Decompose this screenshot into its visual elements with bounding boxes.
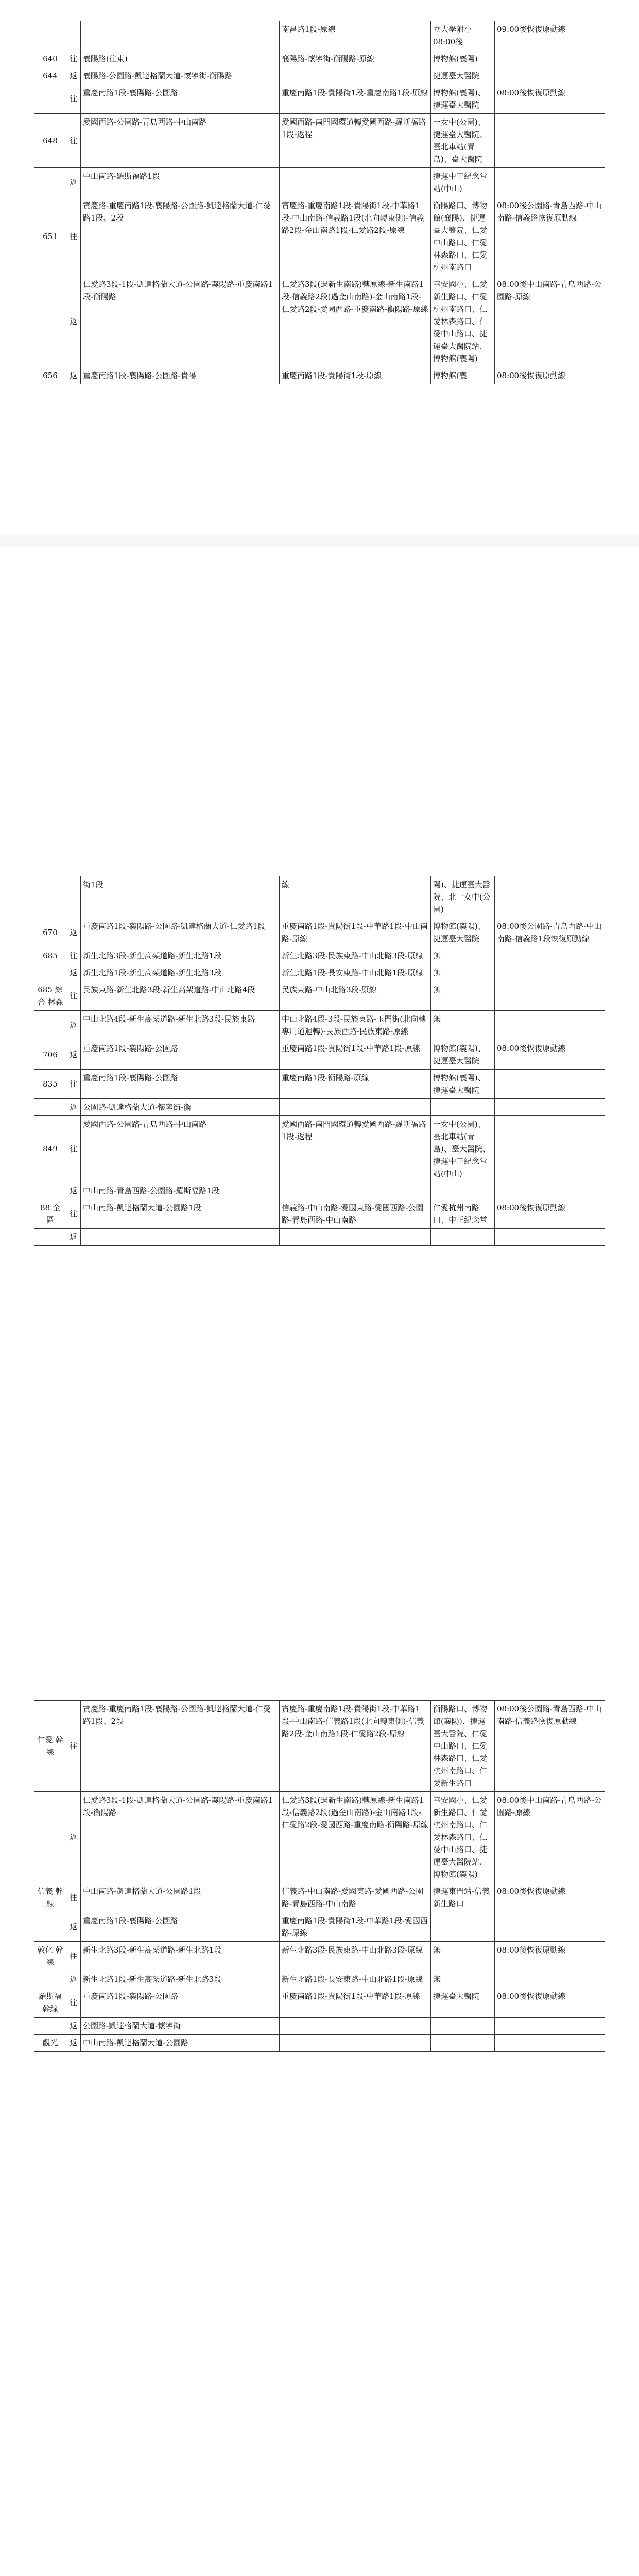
route-cell: 835 <box>34 1070 66 1099</box>
route-cell: 685 <box>34 947 66 964</box>
route-cell: 656 <box>34 367 66 384</box>
original-route-cell: 中山南路-羅斯福路1段 <box>81 168 280 197</box>
route-cell: 706 <box>34 1040 66 1070</box>
reroute-cell: 線 <box>280 876 431 918</box>
route-cell: 670 <box>34 918 66 947</box>
cancelled-stop-cell: 衡陽路口、博物館(襄陽)、捷運臺大醫院、仁愛中山路口、仁愛林森路口、仁愛杭州南路口、仁愛新生路口 <box>431 1701 495 1792</box>
reroute-cell: 重慶南路1段-貴陽街1段-重慶南路1段-原線 <box>280 84 431 114</box>
reroute-cell: 襄陽路-懷寧街-衡陽路-原線 <box>280 50 431 67</box>
cancelled-stop-cell <box>431 2018 495 2035</box>
cancelled-stop-cell: 博物館(襄陽)、捷運臺大醫院 <box>431 918 495 947</box>
remark-cell: 08:00後公園路-青島西路-中山南路-信義路恢復原動線 <box>495 1701 605 1792</box>
direction-cell: 往 <box>66 50 81 67</box>
reroute-cell: 重慶南路1段-貴陽街1段-原線 <box>280 367 431 384</box>
page-1 <box>0 15 639 531</box>
original-route-cell: 中山南路-凱達格蘭大道-公園路1段 <box>81 1883 280 1912</box>
remark-cell: 09:00後恢復原動線 <box>495 21 605 50</box>
cancelled-stop-cell: 捷運東門站-信義新生路口 <box>431 1883 495 1912</box>
reroute-cell: 南昌路1段-原線 <box>280 21 431 50</box>
reroute-cell: 重慶南路1段-貴陽街1段-中華路1段-原線 <box>280 1988 431 2018</box>
remark-cell <box>495 964 605 981</box>
remark-cell <box>495 981 605 1011</box>
table-row <box>34 197 605 276</box>
cancelled-stop-cell <box>431 1229 495 1246</box>
direction-cell: 往 <box>66 1701 81 1792</box>
reroute-cell: 寶慶路-重慶南路1段-貴陽街1段-中華路1段-中山南路-信義路1段(北向轉東側)-信義路2段-金山南路1段-仁愛路2段-原線 <box>280 197 431 276</box>
page2-table <box>34 876 605 1246</box>
remark-cell <box>495 50 605 67</box>
original-route-cell: 新生北路3段-新生高架道路-新生北路1段 <box>81 1942 280 1971</box>
remark-cell <box>495 1116 605 1182</box>
reroute-cell: 愛國西路-南門國環道轉愛國西路-羅斯福路1段-返程 <box>280 1116 431 1182</box>
original-route-cell: 重慶南路1段-襄陽路-公園路-凱達格蘭大道-仁愛路1段 <box>81 918 280 947</box>
table-row <box>34 1116 605 1182</box>
route-cell <box>34 1182 66 1199</box>
original-route-cell: 街1段 <box>81 876 280 918</box>
original-route-cell: 新生北路1段-新生高架道路-新生北路3段 <box>81 964 280 981</box>
page-separator <box>0 534 639 547</box>
remark-cell <box>495 1971 605 1988</box>
page-3 <box>0 1700 639 2576</box>
page-2 <box>0 876 639 1649</box>
remark-cell <box>495 947 605 964</box>
cancelled-stop-cell <box>431 2035 495 2052</box>
reroute-cell: 信義路-中山南路-愛國東路-愛國西路-公園路-青島西路-中山南路 <box>280 1199 431 1229</box>
table-row <box>34 1199 605 1229</box>
original-route-cell: 愛國西路-公園路-青島西路-中山南路 <box>81 1116 280 1182</box>
remark-cell <box>495 2035 605 2052</box>
reroute-cell: 重慶南路1段-貴陽街1段-中華路1段-愛國西路-原線 <box>280 1912 431 1942</box>
original-route-cell: 重慶南路1段-襄陽路-公園路 <box>81 84 280 114</box>
original-route-cell: 中山南路-凱達格蘭大道-公園路1段 <box>81 1199 280 1229</box>
direction-cell: 返 <box>66 964 81 981</box>
direction-cell: 往 <box>66 981 81 1011</box>
route-cell: 651 <box>34 197 66 276</box>
direction-cell: 往 <box>66 1070 81 1099</box>
direction-cell: 返 <box>66 1011 81 1040</box>
cancelled-stop-cell: 一女中(公園)、捷運臺大醫院、臺北車站(青島)、臺大醫院 <box>431 114 495 168</box>
remark-cell: 08:00後恢復原動線 <box>495 84 605 114</box>
reroute-cell: 民族東路-中山北路3段-原線 <box>280 981 431 1011</box>
table-row <box>34 21 605 50</box>
reroute-cell: 新生北路1段-長安東路-中山北路1段-原線 <box>280 1971 431 1988</box>
table-row <box>34 1912 605 1942</box>
cancelled-stop-cell: 無 <box>431 1971 495 1988</box>
table-row <box>34 67 605 84</box>
route-cell <box>34 1229 66 1246</box>
page3-table <box>34 1700 605 2052</box>
reroute-cell: 寶慶路-重慶南路1段-貴陽街1段-中華路1段-中山南路-信義路1段(北向轉東側)-信義路2段-金山南路1段-仁愛路2段-原線 <box>280 1701 431 1792</box>
table-row <box>34 981 605 1011</box>
cancelled-stop-cell <box>431 1182 495 1199</box>
direction-cell: 返 <box>66 2035 81 2052</box>
route-cell: 849 <box>34 1116 66 1182</box>
cancelled-stop-cell: 仁愛杭州南路口、中正紀念堂 <box>431 1199 495 1229</box>
route-cell <box>34 1011 66 1040</box>
cancelled-stop-cell: 博物館(襄陽) <box>431 50 495 67</box>
original-route-cell: 愛國西路-公園路-青島西路-中山南路 <box>81 114 280 168</box>
remark-cell: 08:00後恢復原動線 <box>495 1883 605 1912</box>
original-route-cell: 重慶南路1段-襄陽路-公園路 <box>81 1070 280 1099</box>
original-route-cell: 中山南路-凱達格蘭大道-公園路 <box>81 2035 280 2052</box>
reroute-cell: 中山北路4段-3段-民族東路-玉門街(北向轉專用道迴轉)-民族西路-民族東路-原線 <box>280 1011 431 1040</box>
direction-cell: 往 <box>66 1988 81 2018</box>
route-cell <box>34 964 66 981</box>
cancelled-stop-cell: 捷運臺大醫院 <box>431 1988 495 2018</box>
reroute-cell: 仁愛路3段(過新生南路)轉原線-新生南路1段-信義路2段(過金山南路)-金山南路1段-仁愛路2段-愛國西路-重慶南路-衡陽路-原線 <box>280 1792 431 1883</box>
original-route-cell: 公園路-凱達格蘭大道-懷寧街-衡 <box>81 1099 280 1116</box>
route-cell: 644 <box>34 67 66 84</box>
table-row <box>34 2018 605 2035</box>
reroute-cell: 新生北路1段-長安東路-中山北路1段-原線 <box>280 964 431 981</box>
reroute-cell <box>280 2035 431 2052</box>
route-cell: 信義 幹線 <box>34 1883 66 1912</box>
table-row <box>34 876 605 918</box>
cancelled-stop-cell: 博物館(襄陽)、捷運臺大醫院 <box>431 1040 495 1070</box>
direction-cell: 往 <box>66 197 81 276</box>
cancelled-stop-cell: 幸安國小、仁愛新生路口、仁愛杭州南路口、仁愛林森路口、仁愛中山路口、捷運臺大醫院站、博物館(襄陽) <box>431 276 495 367</box>
direction-cell: 返 <box>66 918 81 947</box>
remark-cell: 08:00後恢復原動線 <box>495 1199 605 1229</box>
table-row <box>34 1942 605 1971</box>
original-route-cell: 襄陽路-公園路-凱達格蘭大道-懷寧街-衡陽路 <box>81 67 280 84</box>
remark-cell <box>495 1182 605 1199</box>
direction-cell <box>66 876 81 918</box>
route-cell: 羅斯福 幹線 <box>34 1988 66 2018</box>
cancelled-stop-cell: 無 <box>431 1942 495 1971</box>
remark-cell: 08:00後恢復原動線 <box>495 1988 605 2018</box>
table-row <box>34 276 605 367</box>
route-cell: 640 <box>34 50 66 67</box>
cancelled-stop-cell: 捷運中正紀念堂站(中山) <box>431 168 495 197</box>
route-cell <box>34 2018 66 2035</box>
direction-cell: 返 <box>66 1792 81 1883</box>
reroute-cell <box>280 168 431 197</box>
route-cell <box>34 1912 66 1942</box>
remark-cell <box>495 67 605 84</box>
table-row <box>34 367 605 384</box>
remark-cell <box>495 876 605 918</box>
original-route-cell <box>81 1229 280 1246</box>
page1-table <box>34 21 605 384</box>
direction-cell: 返 <box>66 1229 81 1246</box>
cancelled-stop-cell: 無 <box>431 964 495 981</box>
table-row <box>34 964 605 981</box>
reroute-cell <box>280 1229 431 1246</box>
table-row <box>34 50 605 67</box>
cancelled-stop-cell: 博物館(襄 <box>431 367 495 384</box>
table-row <box>34 114 605 168</box>
reroute-cell: 信義路-中山南路-愛國東路-愛國西路-公園路-青島西路-中山南路 <box>280 1883 431 1912</box>
original-route-cell: 襄陽路(往東) <box>81 50 280 67</box>
reroute-cell: 新生北路3段-民族東路-中山北路3段-原線 <box>280 1942 431 1971</box>
original-route-cell: 寶慶路-重慶南路1段-襄陽路-公園路-凱達格蘭大道-仁愛路1段、2段 <box>81 197 280 276</box>
original-route-cell: 民族東路-新生北路3段-新生高架道路-中山北路4段 <box>81 981 280 1011</box>
reroute-cell: 重慶南路1段-貴陽街1段-中華路1段-原線 <box>280 1040 431 1070</box>
direction-cell: 往 <box>66 1883 81 1912</box>
reroute-cell <box>280 1099 431 1116</box>
reroute-cell <box>280 2018 431 2035</box>
original-route-cell: 公園路-凱達格蘭大道-懷寧街 <box>81 2018 280 2035</box>
route-cell: 觀光 <box>34 2035 66 2052</box>
table-row <box>34 918 605 947</box>
route-cell <box>34 876 66 918</box>
direction-cell: 返 <box>66 168 81 197</box>
remark-cell <box>495 2018 605 2035</box>
route-cell <box>34 168 66 197</box>
direction-cell: 返 <box>66 1912 81 1942</box>
remark-cell <box>495 1011 605 1040</box>
original-route-cell: 重慶南路1段-襄陽路-公園路 <box>81 1988 280 2018</box>
cancelled-stop-cell: 立大學附小 08:00後 <box>431 21 495 50</box>
table-row <box>34 1883 605 1912</box>
route-cell <box>34 1971 66 1988</box>
table-row <box>34 1040 605 1070</box>
reroute-cell: 重慶南路1段-衡陽路-原線 <box>280 1070 431 1099</box>
route-cell <box>34 276 66 367</box>
original-route-cell: 重慶南路1段-襄陽路-公園路 <box>81 1912 280 1942</box>
route-cell: 仁愛 幹線 <box>34 1701 66 1792</box>
route-cell: 敦化 幹線 <box>34 1942 66 1971</box>
direction-cell: 返 <box>66 2018 81 2035</box>
remark-cell: 08:00後中山南路-青島西路-公園路-原線 <box>495 1792 605 1883</box>
reroute-cell: 重慶南路1段-貴陽街1段-中華路1段-中山南路-原線 <box>280 918 431 947</box>
route-cell <box>34 1099 66 1116</box>
direction-cell: 返 <box>66 1182 81 1199</box>
original-route-cell: 仁愛路3段-1段-凱達格蘭大道-公園路-襄陽路-重慶南路1段-衡陽路 <box>81 1792 280 1883</box>
cancelled-stop-cell: 衡陽路口、博物館(襄陽)、捷運臺大醫院、仁愛中山路口、仁愛林森路口、仁愛杭州南路口 <box>431 197 495 276</box>
original-route-cell: 重慶南路1段-襄陽路-公園路 <box>81 1040 280 1070</box>
direction-cell: 返 <box>66 67 81 84</box>
cancelled-stop-cell <box>431 1912 495 1942</box>
cancelled-stop-cell: 幸安國小、仁愛新生路口、仁愛杭州南路口、仁愛林森路口、仁愛中山路口、捷運臺大醫院站、博物館(襄陽) <box>431 1792 495 1883</box>
direction-cell <box>66 21 81 50</box>
original-route-cell: 中山北路4段-新生高架道路-新生北路3段-民族東路 <box>81 1011 280 1040</box>
remark-cell: 08:00後公園路-青島西路-中山南路-信義路1段恢復原動線 <box>495 918 605 947</box>
table-row <box>34 1701 605 1792</box>
route-cell <box>34 84 66 114</box>
table-row <box>34 168 605 197</box>
direction-cell: 往 <box>66 84 81 114</box>
remark-cell: 08:00後公園路-青島西路-中山南路-信義路恢復原動線 <box>495 197 605 276</box>
original-route-cell: 中山南路-青島西路-公園路-羅斯福路1段 <box>81 1182 280 1199</box>
original-route-cell: 新生北路3段-新生高架道路-新生北路1段 <box>81 947 280 964</box>
reroute-cell: 新生北路3段-民族東路-中山北路3段-原線 <box>280 947 431 964</box>
table-row <box>34 1099 605 1116</box>
original-route-cell: 寶慶路-重慶南路1段-襄陽路-公園路-凱達格蘭大道-仁愛路1段、2段 <box>81 1701 280 1792</box>
remark-cell <box>495 1070 605 1099</box>
cancelled-stop-cell <box>431 1099 495 1116</box>
direction-cell: 往 <box>66 1942 81 1971</box>
direction-cell: 往 <box>66 114 81 168</box>
table-row <box>34 1971 605 1988</box>
original-route-cell: 新生北路1段-新生高架道路-新生北路3段 <box>81 1971 280 1988</box>
remark-cell <box>495 1099 605 1116</box>
cancelled-stop-cell: 一女中(公園)、臺北車站(青島)、臺大醫院、捷運中正紀念堂站(中山) <box>431 1116 495 1182</box>
table-row <box>34 1792 605 1883</box>
route-cell <box>34 1792 66 1883</box>
direction-cell: 返 <box>66 1099 81 1116</box>
reroute-cell: 仁愛路3段(過新生南路)轉原線-新生南路1段-信義路2段(過金山南路)-金山南路1段-仁愛路2段-愛國西路-重慶南路-衡陽路-原線 <box>280 276 431 367</box>
cancelled-stop-cell: 無 <box>431 1011 495 1040</box>
reroute-cell <box>280 67 431 84</box>
cancelled-stop-cell: 博物館(襄陽)、捷運臺大醫院 <box>431 84 495 114</box>
direction-cell: 往 <box>66 1116 81 1182</box>
table-row <box>34 2035 605 2052</box>
direction-cell: 往 <box>66 1199 81 1229</box>
table-row <box>34 84 605 114</box>
remark-cell <box>495 1229 605 1246</box>
remark-cell <box>495 1912 605 1942</box>
direction-cell: 返 <box>66 1971 81 1988</box>
route-cell <box>34 21 66 50</box>
cancelled-stop-cell: 捷運臺大醫院 <box>431 67 495 84</box>
remark-cell: 08:00後中山南路-青島西路-公園路-原線 <box>495 276 605 367</box>
route-cell: 648 <box>34 114 66 168</box>
cancelled-stop-cell: 博物館(襄陽)、捷運臺大醫院 <box>431 1070 495 1099</box>
remark-cell: 08:00後恢復原動線 <box>495 1942 605 1971</box>
table-row <box>34 947 605 964</box>
cancelled-stop-cell: 無 <box>431 947 495 964</box>
cancelled-stop-cell: 陽)、捷運臺大醫院、北一女中(公園) <box>431 876 495 918</box>
remark-cell: 08:00後恢復原動線 <box>495 367 605 384</box>
reroute-cell: 愛國西路-南門國環道轉愛國西路-羅斯福路1段-返程 <box>280 114 431 168</box>
table-row <box>34 1988 605 2018</box>
original-route-cell: 仁愛路3段-1段-凱達格蘭大道-公園路-襄陽路-重慶南路1段-衡陽路 <box>81 276 280 367</box>
direction-cell: 返 <box>66 276 81 367</box>
table-row <box>34 1229 605 1246</box>
original-route-cell <box>81 21 280 50</box>
reroute-cell <box>280 1182 431 1199</box>
table-row <box>34 1070 605 1099</box>
direction-cell: 返 <box>66 367 81 384</box>
route-cell: 88 全區 <box>34 1199 66 1229</box>
original-route-cell: 重慶南路1段-襄陽路-公園路-貴陽 <box>81 367 280 384</box>
direction-cell: 往 <box>66 947 81 964</box>
remark-cell <box>495 168 605 197</box>
route-cell: 685 綜合 林森 <box>34 981 66 1011</box>
remark-cell: 08:00後恢復原動線 <box>495 1040 605 1070</box>
cancelled-stop-cell: 無 <box>431 981 495 1011</box>
table-row <box>34 1182 605 1199</box>
direction-cell: 返 <box>66 1040 81 1070</box>
remark-cell <box>495 114 605 168</box>
table-row <box>34 1011 605 1040</box>
